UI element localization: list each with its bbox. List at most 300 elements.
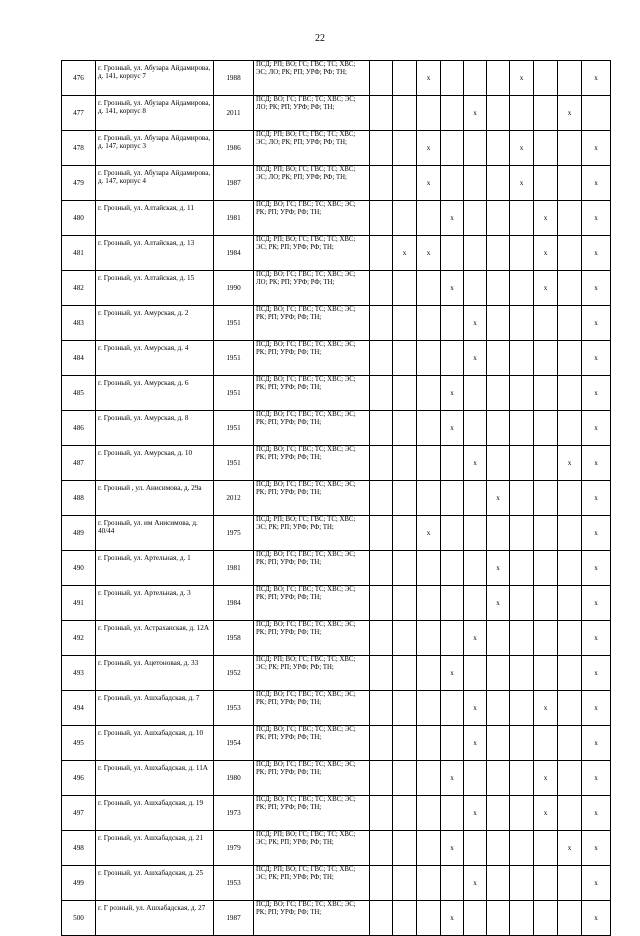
- works-list-cell: ПСД; РП; ВО; ГС; ГВС; ТС; ХВС; ЭС; РК; РП; УРФ; РФ; ТН;: [254, 236, 370, 271]
- mark-cell: [393, 201, 417, 236]
- mark-cell: x: [487, 586, 510, 621]
- mark-cell: x: [582, 341, 611, 376]
- works-list-cell: ПСД; ВО; ГС; ГВС; ТС; ХВС; ЭС; РК; РП; УРФ; РФ; ТН;: [254, 796, 370, 831]
- mark-cell: [393, 481, 417, 516]
- year-cell: 1954: [214, 726, 254, 761]
- row-number-cell: 493: [62, 656, 96, 691]
- works-list-cell: ПСД; ВО; ГС; ГВС; ТС; ХВС; ЭС; РК; РП; УРФ; РФ; ТН;: [254, 621, 370, 656]
- row-number-cell: 498: [62, 831, 96, 866]
- mark-cell: [510, 761, 534, 796]
- works-list-cell: ПСД; ВО; ГС; ГВС; ТС; ХВС; ЭС; ЛО; РК; РП; УРФ; РФ; ТН;: [254, 96, 370, 131]
- mark-cell: [558, 131, 582, 166]
- works-list-cell: ПСД; ВО; ГС; ГВС; ТС; ХВС; ЭС; РК; РП; УРФ; РФ; ТН;: [254, 691, 370, 726]
- mark-cell: [510, 586, 534, 621]
- mark-cell: x: [487, 481, 510, 516]
- mark-cell: [558, 551, 582, 586]
- mark-cell: [464, 201, 487, 236]
- mark-cell: [510, 831, 534, 866]
- table-row: [62, 831, 611, 866]
- works-list-cell: ПСД; РП; ВО; ГС; ГВС; ТС; ХВС; ЭС; РК; РП; УРФ; РФ; ТН;: [254, 866, 370, 901]
- works-list-cell: ПСД; ВО; ГС; ГВС; ТС; ХВС; ЭС; РК; РП; УРФ; РФ; ТН;: [254, 341, 370, 376]
- mark-cell: [393, 96, 417, 131]
- mark-cell: x: [510, 166, 534, 201]
- mark-cell: [487, 131, 510, 166]
- mark-cell: x: [464, 96, 487, 131]
- address-cell: г. Грозный, ул. Алтайская, д. 13: [96, 236, 214, 271]
- mark-cell: [534, 376, 558, 411]
- table-row: [62, 341, 611, 376]
- year-cell: 1958: [214, 621, 254, 656]
- year-cell: 1951: [214, 306, 254, 341]
- mark-cell: x: [582, 166, 611, 201]
- address-cell: г. Грозный, ул. Амурская, д. 2: [96, 306, 214, 341]
- mark-cell: [441, 166, 464, 201]
- mark-cell: [441, 306, 464, 341]
- mark-cell: [464, 271, 487, 306]
- mark-cell: [464, 481, 487, 516]
- mark-cell: [393, 761, 417, 796]
- mark-cell: [534, 96, 558, 131]
- mark-cell: [510, 271, 534, 306]
- mark-cell: [510, 411, 534, 446]
- table-row: [62, 131, 611, 166]
- mark-cell: x: [441, 901, 464, 936]
- row-number-cell: 482: [62, 271, 96, 306]
- address-cell: г. Грозный, ул. Алтайская, д. 15: [96, 271, 214, 306]
- mark-cell: [370, 446, 393, 481]
- year-cell: 1952: [214, 656, 254, 691]
- address-cell: г. Грозный, ул. Амурская, д. 4: [96, 341, 214, 376]
- address-cell: г. Грозный, ул. Абузара Айдамирова, д. 147, корпус 4: [96, 166, 214, 201]
- mark-cell: [370, 306, 393, 341]
- mark-cell: [464, 131, 487, 166]
- mark-cell: x: [464, 621, 487, 656]
- mark-cell: [487, 656, 510, 691]
- mark-cell: [534, 551, 558, 586]
- mark-cell: x: [582, 761, 611, 796]
- year-cell: 2011: [214, 96, 254, 131]
- mark-cell: [393, 796, 417, 831]
- mark-cell: x: [417, 516, 441, 551]
- mark-cell: x: [582, 691, 611, 726]
- mark-cell: x: [582, 726, 611, 761]
- mark-cell: x: [582, 866, 611, 901]
- row-number-cell: 488: [62, 481, 96, 516]
- mark-cell: [510, 796, 534, 831]
- table-row: [62, 761, 611, 796]
- mark-cell: [487, 236, 510, 271]
- mark-cell: [464, 411, 487, 446]
- table-row: [62, 691, 611, 726]
- mark-cell: x: [582, 481, 611, 516]
- works-list-cell: ПСД; ВО; ГС; ГВС; ТС; ХВС; ЭС; РК; РП; УРФ; РФ; ТН;: [254, 306, 370, 341]
- mark-cell: x: [417, 131, 441, 166]
- mark-cell: [370, 901, 393, 936]
- year-cell: 1990: [214, 271, 254, 306]
- row-number-cell: 496: [62, 761, 96, 796]
- address-cell: г. Грозный, ул. Абузара Айдамирова, д. 141, корпус 7: [96, 61, 214, 96]
- mark-cell: [487, 831, 510, 866]
- mark-cell: x: [393, 236, 417, 271]
- mark-cell: x: [417, 61, 441, 96]
- mark-cell: [417, 621, 441, 656]
- mark-cell: [393, 131, 417, 166]
- mark-cell: [487, 201, 510, 236]
- mark-cell: [393, 61, 417, 96]
- mark-cell: [441, 586, 464, 621]
- mark-cell: x: [464, 691, 487, 726]
- year-cell: 1984: [214, 586, 254, 621]
- year-cell: 1951: [214, 341, 254, 376]
- mark-cell: x: [441, 656, 464, 691]
- row-number-cell: 489: [62, 516, 96, 551]
- works-list-cell: ПСД; ВО; ГС; ГВС; ТС; ХВС; ЭС; РК; РП; УРФ; РФ; ТН;: [254, 446, 370, 481]
- mark-cell: x: [464, 446, 487, 481]
- mark-cell: [534, 621, 558, 656]
- address-cell: г. Грозный, ул. Амурская, д. 8: [96, 411, 214, 446]
- mark-cell: [393, 376, 417, 411]
- mark-cell: x: [417, 166, 441, 201]
- mark-cell: [370, 236, 393, 271]
- works-list-cell: ПСД; ВО; ГС; ГВС; ТС; ХВС; ЭС; РК; РП; УРФ; РФ; ТН;: [254, 586, 370, 621]
- mark-cell: x: [534, 271, 558, 306]
- mark-cell: [441, 61, 464, 96]
- address-cell: г. Грозный, ул. им Анисимова, д. 40/44: [96, 516, 214, 551]
- table-row: [62, 166, 611, 201]
- mark-cell: [534, 131, 558, 166]
- mark-cell: [510, 866, 534, 901]
- mark-cell: [417, 481, 441, 516]
- mark-cell: x: [582, 411, 611, 446]
- mark-cell: [464, 831, 487, 866]
- mark-cell: [558, 726, 582, 761]
- mark-cell: [510, 726, 534, 761]
- row-number-cell: 487: [62, 446, 96, 481]
- works-list-cell: ПСД; ВО; ГС; ГВС; ТС; ХВС; ЭС; РК; РП; УРФ; РФ; ТН;: [254, 201, 370, 236]
- mark-cell: x: [441, 271, 464, 306]
- row-number-cell: 499: [62, 866, 96, 901]
- mark-cell: [464, 901, 487, 936]
- mark-cell: x: [441, 201, 464, 236]
- row-number-cell: 486: [62, 411, 96, 446]
- mark-cell: [464, 166, 487, 201]
- mark-cell: [370, 166, 393, 201]
- mark-cell: [510, 201, 534, 236]
- works-list-cell: ПСД; РП; ВО; ГС; ГВС; ТС; ХВС; ЭС; РК; РП; УРФ; РФ; ТН;: [254, 831, 370, 866]
- mark-cell: x: [582, 796, 611, 831]
- mark-cell: [370, 621, 393, 656]
- mark-cell: x: [582, 586, 611, 621]
- mark-cell: x: [441, 411, 464, 446]
- row-number-cell: 485: [62, 376, 96, 411]
- mark-cell: [487, 796, 510, 831]
- address-cell: г. Грозный, ул. Ашхабадская, д. 25: [96, 866, 214, 901]
- year-cell: 1951: [214, 446, 254, 481]
- mark-cell: x: [582, 201, 611, 236]
- mark-cell: [510, 901, 534, 936]
- year-cell: 1988: [214, 61, 254, 96]
- mark-cell: [370, 656, 393, 691]
- table-row: [62, 201, 611, 236]
- row-number-cell: 497: [62, 796, 96, 831]
- table-row: [62, 271, 611, 306]
- mark-cell: [417, 341, 441, 376]
- row-number-cell: 477: [62, 96, 96, 131]
- mark-cell: [558, 481, 582, 516]
- mark-cell: [464, 551, 487, 586]
- table-row: [62, 866, 611, 901]
- mark-cell: [417, 761, 441, 796]
- row-number-cell: 478: [62, 131, 96, 166]
- mark-cell: x: [558, 96, 582, 131]
- housing-register-table: [61, 60, 611, 936]
- mark-cell: [417, 271, 441, 306]
- mark-cell: [487, 446, 510, 481]
- works-list-cell: ПСД; ВО; ГС; ГВС; ТС; ХВС; ЭС; ЛО; РК; РП; УРФ; РФ; ТН;: [254, 271, 370, 306]
- mark-cell: [393, 446, 417, 481]
- year-cell: 1984: [214, 236, 254, 271]
- table-row: [62, 96, 611, 131]
- year-cell: 1986: [214, 131, 254, 166]
- year-cell: 1980: [214, 761, 254, 796]
- mark-cell: [370, 691, 393, 726]
- mark-cell: [417, 96, 441, 131]
- address-cell: г. Грозный , ул. Анисимова, д. 29а: [96, 481, 214, 516]
- mark-cell: [393, 516, 417, 551]
- year-cell: 2012: [214, 481, 254, 516]
- year-cell: 1979: [214, 831, 254, 866]
- mark-cell: x: [534, 236, 558, 271]
- mark-cell: [417, 656, 441, 691]
- mark-cell: x: [487, 551, 510, 586]
- address-cell: г. Грозный, ул. Амурская, д. 10: [96, 446, 214, 481]
- mark-cell: [393, 691, 417, 726]
- table-row: [62, 411, 611, 446]
- mark-cell: [510, 341, 534, 376]
- table-body: [62, 61, 611, 936]
- mark-cell: [510, 691, 534, 726]
- mark-cell: [417, 551, 441, 586]
- table-row: [62, 656, 611, 691]
- mark-cell: [393, 901, 417, 936]
- works-list-cell: ПСД; ВО; ГС; ГВС; ТС; ХВС; ЭС; РК; РП; УРФ; РФ; ТН;: [254, 901, 370, 936]
- row-number-cell: 492: [62, 621, 96, 656]
- mark-cell: [464, 236, 487, 271]
- mark-cell: [582, 96, 611, 131]
- mark-cell: [558, 306, 582, 341]
- mark-cell: [534, 341, 558, 376]
- mark-cell: [487, 61, 510, 96]
- row-number-cell: 494: [62, 691, 96, 726]
- mark-cell: [464, 761, 487, 796]
- mark-cell: x: [441, 761, 464, 796]
- row-number-cell: 481: [62, 236, 96, 271]
- mark-cell: [487, 901, 510, 936]
- mark-cell: [393, 866, 417, 901]
- mark-cell: x: [464, 726, 487, 761]
- mark-cell: [417, 691, 441, 726]
- mark-cell: [487, 621, 510, 656]
- mark-cell: [441, 796, 464, 831]
- row-number-cell: 483: [62, 306, 96, 341]
- address-cell: г. Грозный, ул. Ашхабадская, д. 10: [96, 726, 214, 761]
- address-cell: г. Грозный, ул. Артельная, д. 3: [96, 586, 214, 621]
- mark-cell: [534, 306, 558, 341]
- mark-cell: [393, 271, 417, 306]
- mark-cell: [534, 166, 558, 201]
- address-cell: г. Грозный, ул. Астраханская, д. 12А: [96, 621, 214, 656]
- mark-cell: [370, 516, 393, 551]
- mark-cell: [393, 831, 417, 866]
- table-row: [62, 61, 611, 96]
- works-list-cell: ПСД; РП; ВО; ГС; ГВС; ТС; ХВС; ЭС; РК; РП; УРФ; РФ; ТН;: [254, 516, 370, 551]
- address-cell: г. Грозный, ул. Алтайская, д. 11: [96, 201, 214, 236]
- mark-cell: [393, 411, 417, 446]
- mark-cell: [417, 866, 441, 901]
- table-row: [62, 551, 611, 586]
- row-number-cell: 500: [62, 901, 96, 936]
- mark-cell: [441, 96, 464, 131]
- mark-cell: [534, 586, 558, 621]
- mark-cell: [464, 376, 487, 411]
- mark-cell: [487, 761, 510, 796]
- table-row: [62, 726, 611, 761]
- year-cell: 1951: [214, 411, 254, 446]
- mark-cell: [417, 306, 441, 341]
- mark-cell: [464, 656, 487, 691]
- mark-cell: x: [558, 446, 582, 481]
- mark-cell: [487, 516, 510, 551]
- row-number-cell: 484: [62, 341, 96, 376]
- mark-cell: [510, 376, 534, 411]
- table-row: [62, 621, 611, 656]
- mark-cell: [441, 236, 464, 271]
- year-cell: 1973: [214, 796, 254, 831]
- mark-cell: x: [464, 796, 487, 831]
- table-row: [62, 796, 611, 831]
- mark-cell: [558, 271, 582, 306]
- address-cell: г. Г розный, ул. Ашхабадская, д. 27: [96, 901, 214, 936]
- mark-cell: x: [441, 831, 464, 866]
- mark-cell: [441, 131, 464, 166]
- table-row: [62, 481, 611, 516]
- mark-cell: [534, 411, 558, 446]
- mark-cell: [558, 516, 582, 551]
- mark-cell: [370, 201, 393, 236]
- address-cell: г. Грозный, ул. Артельная, д. 1: [96, 551, 214, 586]
- row-number-cell: 490: [62, 551, 96, 586]
- mark-cell: [534, 516, 558, 551]
- mark-cell: [558, 411, 582, 446]
- mark-cell: [441, 621, 464, 656]
- mark-cell: [510, 306, 534, 341]
- address-cell: г. Грозный, ул. Ашхабадская, д. 7: [96, 691, 214, 726]
- mark-cell: [417, 411, 441, 446]
- mark-cell: [417, 376, 441, 411]
- mark-cell: [487, 166, 510, 201]
- mark-cell: [558, 621, 582, 656]
- mark-cell: x: [534, 796, 558, 831]
- mark-cell: [510, 236, 534, 271]
- mark-cell: x: [582, 376, 611, 411]
- mark-cell: [558, 656, 582, 691]
- mark-cell: [558, 901, 582, 936]
- works-list-cell: ПСД; ВО; ГС; ГВС; ТС; ХВС; ЭС; РК; РП; УРФ; РФ; ТН;: [254, 411, 370, 446]
- mark-cell: [370, 61, 393, 96]
- year-cell: 1953: [214, 866, 254, 901]
- works-list-cell: ПСД; ВО; ГС; ГВС; ТС; ХВС; ЭС; РК; РП; УРФ; РФ; ТН;: [254, 551, 370, 586]
- year-cell: 1981: [214, 201, 254, 236]
- mark-cell: x: [582, 901, 611, 936]
- mark-cell: [558, 691, 582, 726]
- address-cell: г. Грозный, ул. Ацетоновая, д. 33: [96, 656, 214, 691]
- mark-cell: [534, 866, 558, 901]
- mark-cell: [510, 621, 534, 656]
- mark-cell: x: [534, 201, 558, 236]
- mark-cell: [370, 96, 393, 131]
- mark-cell: x: [582, 446, 611, 481]
- address-cell: г. Грозный, ул. Ашхабадская, д. 19: [96, 796, 214, 831]
- mark-cell: [534, 901, 558, 936]
- mark-cell: [370, 411, 393, 446]
- mark-cell: [534, 481, 558, 516]
- mark-cell: [534, 61, 558, 96]
- mark-cell: [464, 61, 487, 96]
- mark-cell: [487, 691, 510, 726]
- mark-cell: [441, 551, 464, 586]
- mark-cell: [393, 551, 417, 586]
- mark-cell: [464, 586, 487, 621]
- mark-cell: [510, 516, 534, 551]
- row-number-cell: 476: [62, 61, 96, 96]
- mark-cell: [441, 691, 464, 726]
- mark-cell: x: [582, 516, 611, 551]
- mark-cell: [441, 481, 464, 516]
- mark-cell: [393, 726, 417, 761]
- row-number-cell: 479: [62, 166, 96, 201]
- works-list-cell: ПСД; ВО; ГС; ГВС; ТС; ХВС; ЭС; РК; РП; УРФ; РФ; ТН;: [254, 726, 370, 761]
- works-list-cell: ПСД; РП; ВО; ГС; ГВС; ТС; ХВС; ЭС; ЛО; РК; РП; УРФ; РФ; ТН;: [254, 166, 370, 201]
- mark-cell: [417, 901, 441, 936]
- mark-cell: [534, 656, 558, 691]
- mark-cell: [510, 446, 534, 481]
- mark-cell: [534, 446, 558, 481]
- mark-cell: [393, 656, 417, 691]
- mark-cell: [487, 306, 510, 341]
- year-cell: 1981: [214, 551, 254, 586]
- mark-cell: [510, 551, 534, 586]
- year-cell: 1987: [214, 166, 254, 201]
- mark-cell: [487, 411, 510, 446]
- mark-cell: x: [582, 831, 611, 866]
- year-cell: 1953: [214, 691, 254, 726]
- mark-cell: [487, 271, 510, 306]
- mark-cell: [441, 446, 464, 481]
- mark-cell: [370, 376, 393, 411]
- mark-cell: [370, 761, 393, 796]
- mark-cell: [558, 866, 582, 901]
- mark-cell: [441, 866, 464, 901]
- works-list-cell: ПСД; РП; ВО; ГС; ГВС; ТС; ХВС; ЭС; РК; РП; УРФ; РФ; ТН;: [254, 656, 370, 691]
- mark-cell: x: [582, 131, 611, 166]
- year-cell: 1951: [214, 376, 254, 411]
- mark-cell: [558, 796, 582, 831]
- works-list-cell: ПСД; ВО; ГС; ГВС; ТС; ХВС; ЭС; РК; РП; УРФ; РФ; ТН;: [254, 376, 370, 411]
- page-number: 22: [315, 33, 325, 44]
- mark-cell: x: [417, 236, 441, 271]
- mark-cell: [487, 96, 510, 131]
- year-cell: 1987: [214, 901, 254, 936]
